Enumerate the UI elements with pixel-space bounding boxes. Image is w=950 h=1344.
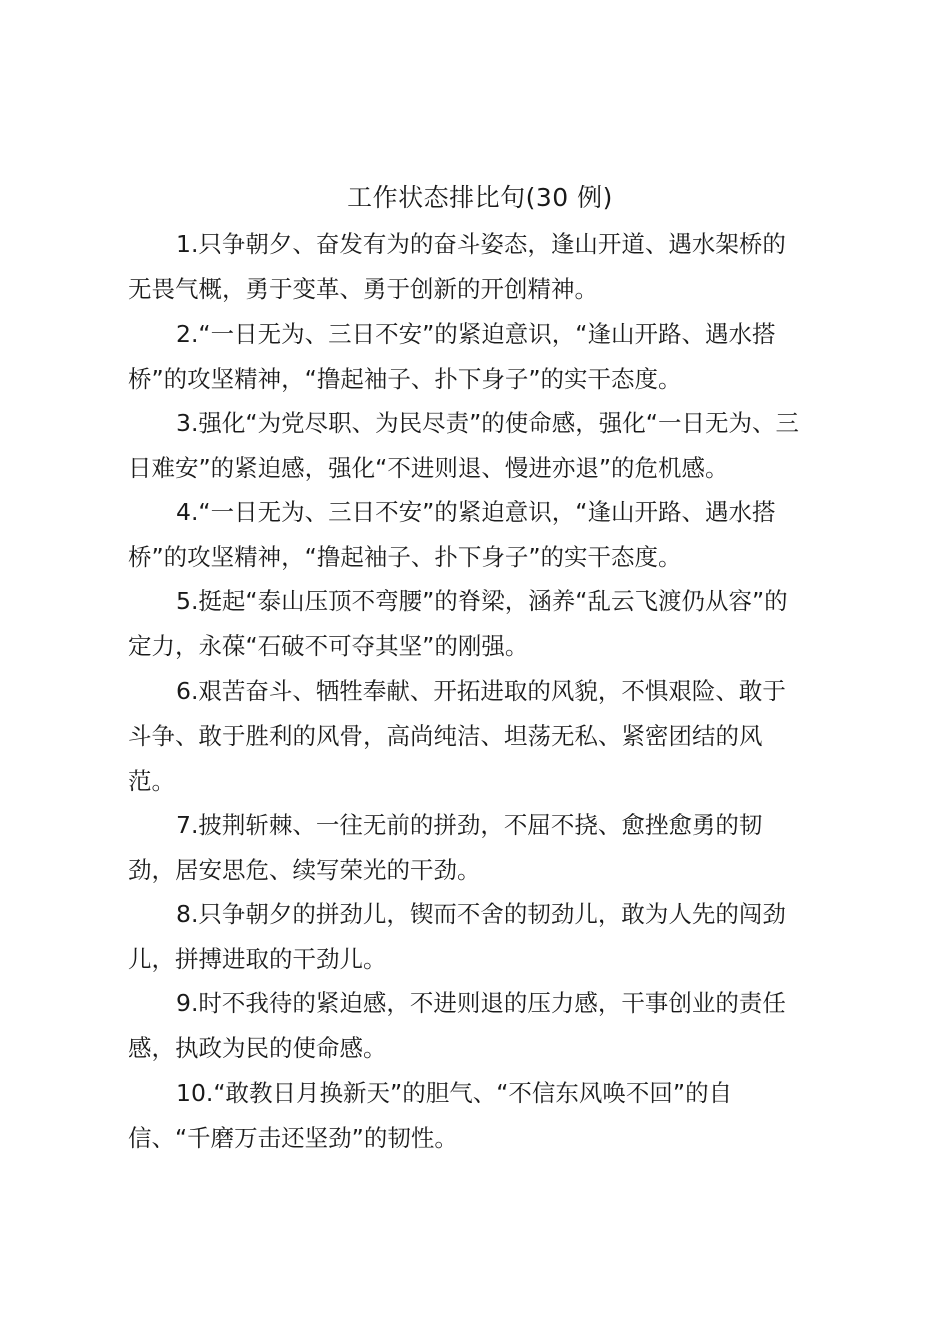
item-line: 5.挺起“泰山压顶不弯腰”的脊梁，涵养“乱云飞渡仍从容”的 bbox=[176, 587, 788, 615]
item-line: 3.强化“为党尽职、为民尽责”的使命感，强化“一日无为、三 bbox=[176, 409, 799, 437]
item-line: 定力，永葆“石破不可夺其坚”的刚强。 bbox=[128, 632, 529, 660]
item-line: 信、“千磨万击还坚劲”的韧性。 bbox=[128, 1124, 458, 1152]
item-line: 4.“一日无为、三日不安”的紧迫意识，“逢山开路、遇水搭 bbox=[176, 498, 776, 526]
item-line: 8.只争朝夕的拼劲儿，锲而不舍的韧劲儿，敢为人先的闯劲 bbox=[176, 900, 786, 928]
list-item bbox=[128, 892, 786, 982]
list-item bbox=[128, 312, 775, 402]
list-item bbox=[128, 1071, 732, 1161]
item-line: 1.只争朝夕、奋发有为的奋斗姿态，逢山开道、遇水架桥的 bbox=[176, 230, 786, 258]
list-item bbox=[128, 222, 786, 312]
item-line: 桥”的攻坚精神，“撸起袖子、扑下身子”的实干态度。 bbox=[128, 543, 682, 571]
list-item bbox=[128, 401, 799, 491]
list-item bbox=[128, 579, 788, 669]
item-line: 感，执政为民的使命感。 bbox=[128, 1034, 387, 1062]
item-line: 范。 bbox=[128, 767, 175, 795]
item-line: 桥”的攻坚精神，“撸起袖子、扑下身子”的实干态度。 bbox=[128, 365, 682, 393]
item-line: 2.“一日无为、三日不安”的紧迫意识，“逢山开路、遇水搭 bbox=[176, 320, 776, 348]
item-line: 9.时不我待的紧迫感，不进则退的压力感，干事创业的责任 bbox=[176, 989, 786, 1017]
item-line: 日难安”的紧迫感，强化“不进则退、慢进亦退”的危机感。 bbox=[128, 454, 729, 482]
document-title: 工作状态排比句(30 例) bbox=[347, 183, 613, 212]
list-item bbox=[128, 981, 786, 1071]
item-line: 7.披荆斩棘、一往无前的拼劲，不屈不挠、愈挫愈勇的韧 bbox=[176, 811, 763, 839]
item-line: 劲，居安思危、续写荣光的干劲。 bbox=[128, 856, 481, 884]
item-line: 无畏气概，勇于变革、勇于创新的开创精神。 bbox=[128, 275, 598, 303]
list-item bbox=[128, 803, 762, 893]
item-line: 斗争、敢于胜利的风骨，高尚纯洁、坦荡无私、紧密团结的风 bbox=[128, 722, 763, 750]
item-line: 6.艰苦奋斗、牺牲奉献、开拓进取的风貌，不惧艰险、敢于 bbox=[176, 677, 786, 705]
list-item bbox=[128, 490, 775, 580]
list-item bbox=[128, 669, 786, 804]
item-line: 10.“敢教日月换新天”的胆气、“不信东风唤不回”的自 bbox=[176, 1079, 733, 1107]
item-line: 儿，拼搏进取的干劲儿。 bbox=[128, 945, 387, 973]
